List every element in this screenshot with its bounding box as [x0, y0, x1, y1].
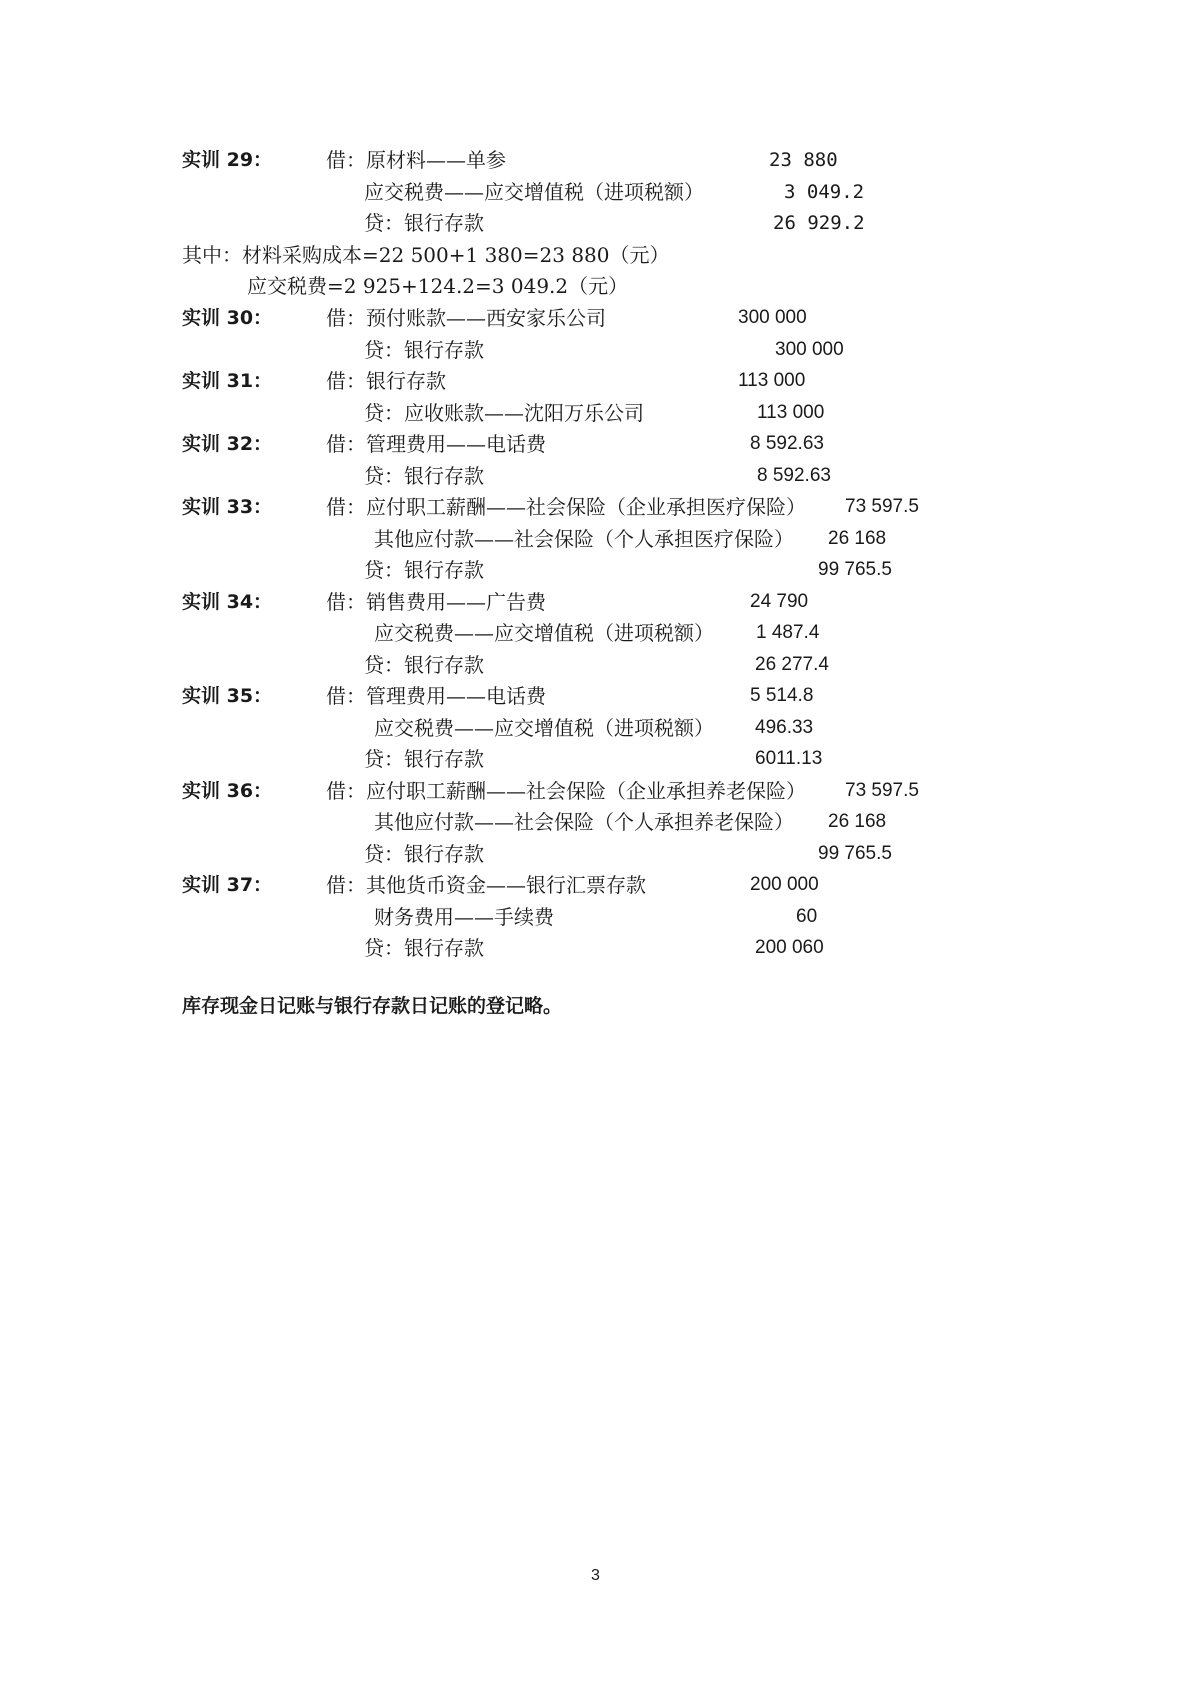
exercise-label: 实训 29：: [182, 149, 273, 171]
entry-line: [0, 586, 1191, 618]
entry-line: [0, 743, 1191, 775]
entry-line: [0, 460, 1191, 492]
entry-line: [0, 334, 1191, 366]
entry-line: [0, 176, 1191, 208]
entry-line: [0, 207, 1191, 239]
entry-line: [0, 649, 1191, 681]
amount: 26 929.2: [773, 212, 865, 234]
amount: 26 277.4: [755, 654, 829, 675]
amount: 60: [796, 906, 818, 927]
note-text: 其中：材料采购成本=22 500+1 380=23 880（元）: [182, 243, 670, 267]
amount: 73 597.5: [845, 496, 919, 517]
amount: 200 000: [750, 874, 819, 895]
account-text: 贷：银行存款: [364, 338, 484, 362]
account-text: 贷：应收账款——沈阳万乐公司: [364, 401, 644, 425]
amount: 200 060: [755, 937, 824, 958]
amount: 300 000: [775, 339, 844, 360]
account-text: 借：原材料——单参: [326, 148, 506, 172]
account-text: 贷：银行存款: [364, 653, 484, 677]
account-text: 借：银行存款: [326, 369, 446, 393]
account-text: 借：应付职工薪酬——社会保险（企业承担医疗保险）: [326, 495, 806, 519]
amount: 8 592.63: [757, 465, 831, 486]
amount: 8 592.63: [750, 433, 824, 454]
entry-line: [0, 775, 1191, 807]
amount: 5 514.8: [750, 685, 814, 706]
entry-line: [0, 838, 1191, 870]
account-text: 贷：银行存款: [364, 747, 484, 771]
exercise-label: 实训 33：: [182, 496, 273, 518]
amount: 26 168: [828, 811, 887, 832]
exercise-label: 实训 34：: [182, 591, 273, 613]
page-number: 3: [591, 1567, 600, 1584]
account-text: 其他应付款——社会保险（个人承担养老保险）: [374, 810, 794, 834]
account-text: 贷：银行存款: [364, 936, 484, 960]
amount: 24 790: [750, 591, 809, 612]
entry-line: [0, 901, 1191, 933]
amount: 3 049.2: [784, 181, 865, 203]
entry-line: [0, 144, 1191, 176]
amount: 113 000: [757, 402, 825, 423]
entry-line: [0, 712, 1191, 744]
amount: 99 765.5: [818, 843, 892, 864]
entry-line: [0, 932, 1191, 964]
amount: 73 597.5: [845, 780, 919, 801]
amount: 300 000: [738, 307, 807, 328]
amount: 26 168: [828, 528, 887, 549]
amount: 496.33: [755, 717, 814, 738]
entry-line: [0, 302, 1191, 334]
account-text: 借：管理费用——电话费: [326, 432, 546, 456]
account-text: 借：应付职工薪酬——社会保险（企业承担养老保险）: [326, 779, 806, 803]
entry-line: [0, 806, 1191, 838]
note-text: 应交税费=2 925+124.2=3 049.2（元）: [247, 274, 629, 298]
amount: 23 880: [769, 149, 838, 171]
account-text: 应交税费——应交增值税（进项税额）: [364, 180, 704, 204]
exercise-label: 实训 36：: [182, 780, 273, 802]
exercise-label: 实训 31：: [182, 370, 273, 392]
amount: 1 487.4: [756, 622, 820, 643]
account-text: 财务费用——手续费: [374, 905, 554, 929]
entry-line: [0, 554, 1191, 586]
closing-note: 库存现金日记账与银行存款日记账的登记略。: [182, 995, 563, 1017]
entry-line: [0, 869, 1191, 901]
account-text: 贷：银行存款: [364, 558, 484, 582]
account-text: 贷：银行存款: [364, 842, 484, 866]
exercise-label: 实训 32：: [182, 433, 273, 455]
exercise-label: 实训 37：: [182, 874, 273, 896]
entry-line: [0, 523, 1191, 555]
account-text: 贷：银行存款: [364, 464, 484, 488]
account-text: 借：销售费用——广告费: [326, 590, 546, 614]
account-text: 贷：银行存款: [364, 211, 484, 235]
amount: 99 765.5: [818, 559, 892, 580]
exercise-label: 实训 30：: [182, 307, 273, 329]
entry-line: [0, 680, 1191, 712]
account-text: 借：预付账款——西安家乐公司: [326, 306, 606, 330]
amount: 6011.13: [755, 748, 823, 769]
entry-line: [0, 365, 1191, 397]
entry-line: [0, 428, 1191, 460]
entry-line: [0, 397, 1191, 429]
entry-line: [0, 491, 1191, 523]
account-text: 借：管理费用——电话费: [326, 684, 546, 708]
account-text: 借：其他货币资金——银行汇票存款: [326, 873, 646, 897]
amount: 113 000: [738, 370, 806, 391]
exercise-label: 实训 35：: [182, 685, 273, 707]
account-text: 应交税费——应交增值税（进项税额）: [374, 716, 714, 740]
account-text: 应交税费——应交增值税（进项税额）: [374, 621, 714, 645]
entry-line: [0, 270, 1191, 302]
entry-line: [0, 239, 1191, 271]
account-text: 其他应付款——社会保险（个人承担医疗保险）: [374, 527, 794, 551]
entry-line: [0, 617, 1191, 649]
